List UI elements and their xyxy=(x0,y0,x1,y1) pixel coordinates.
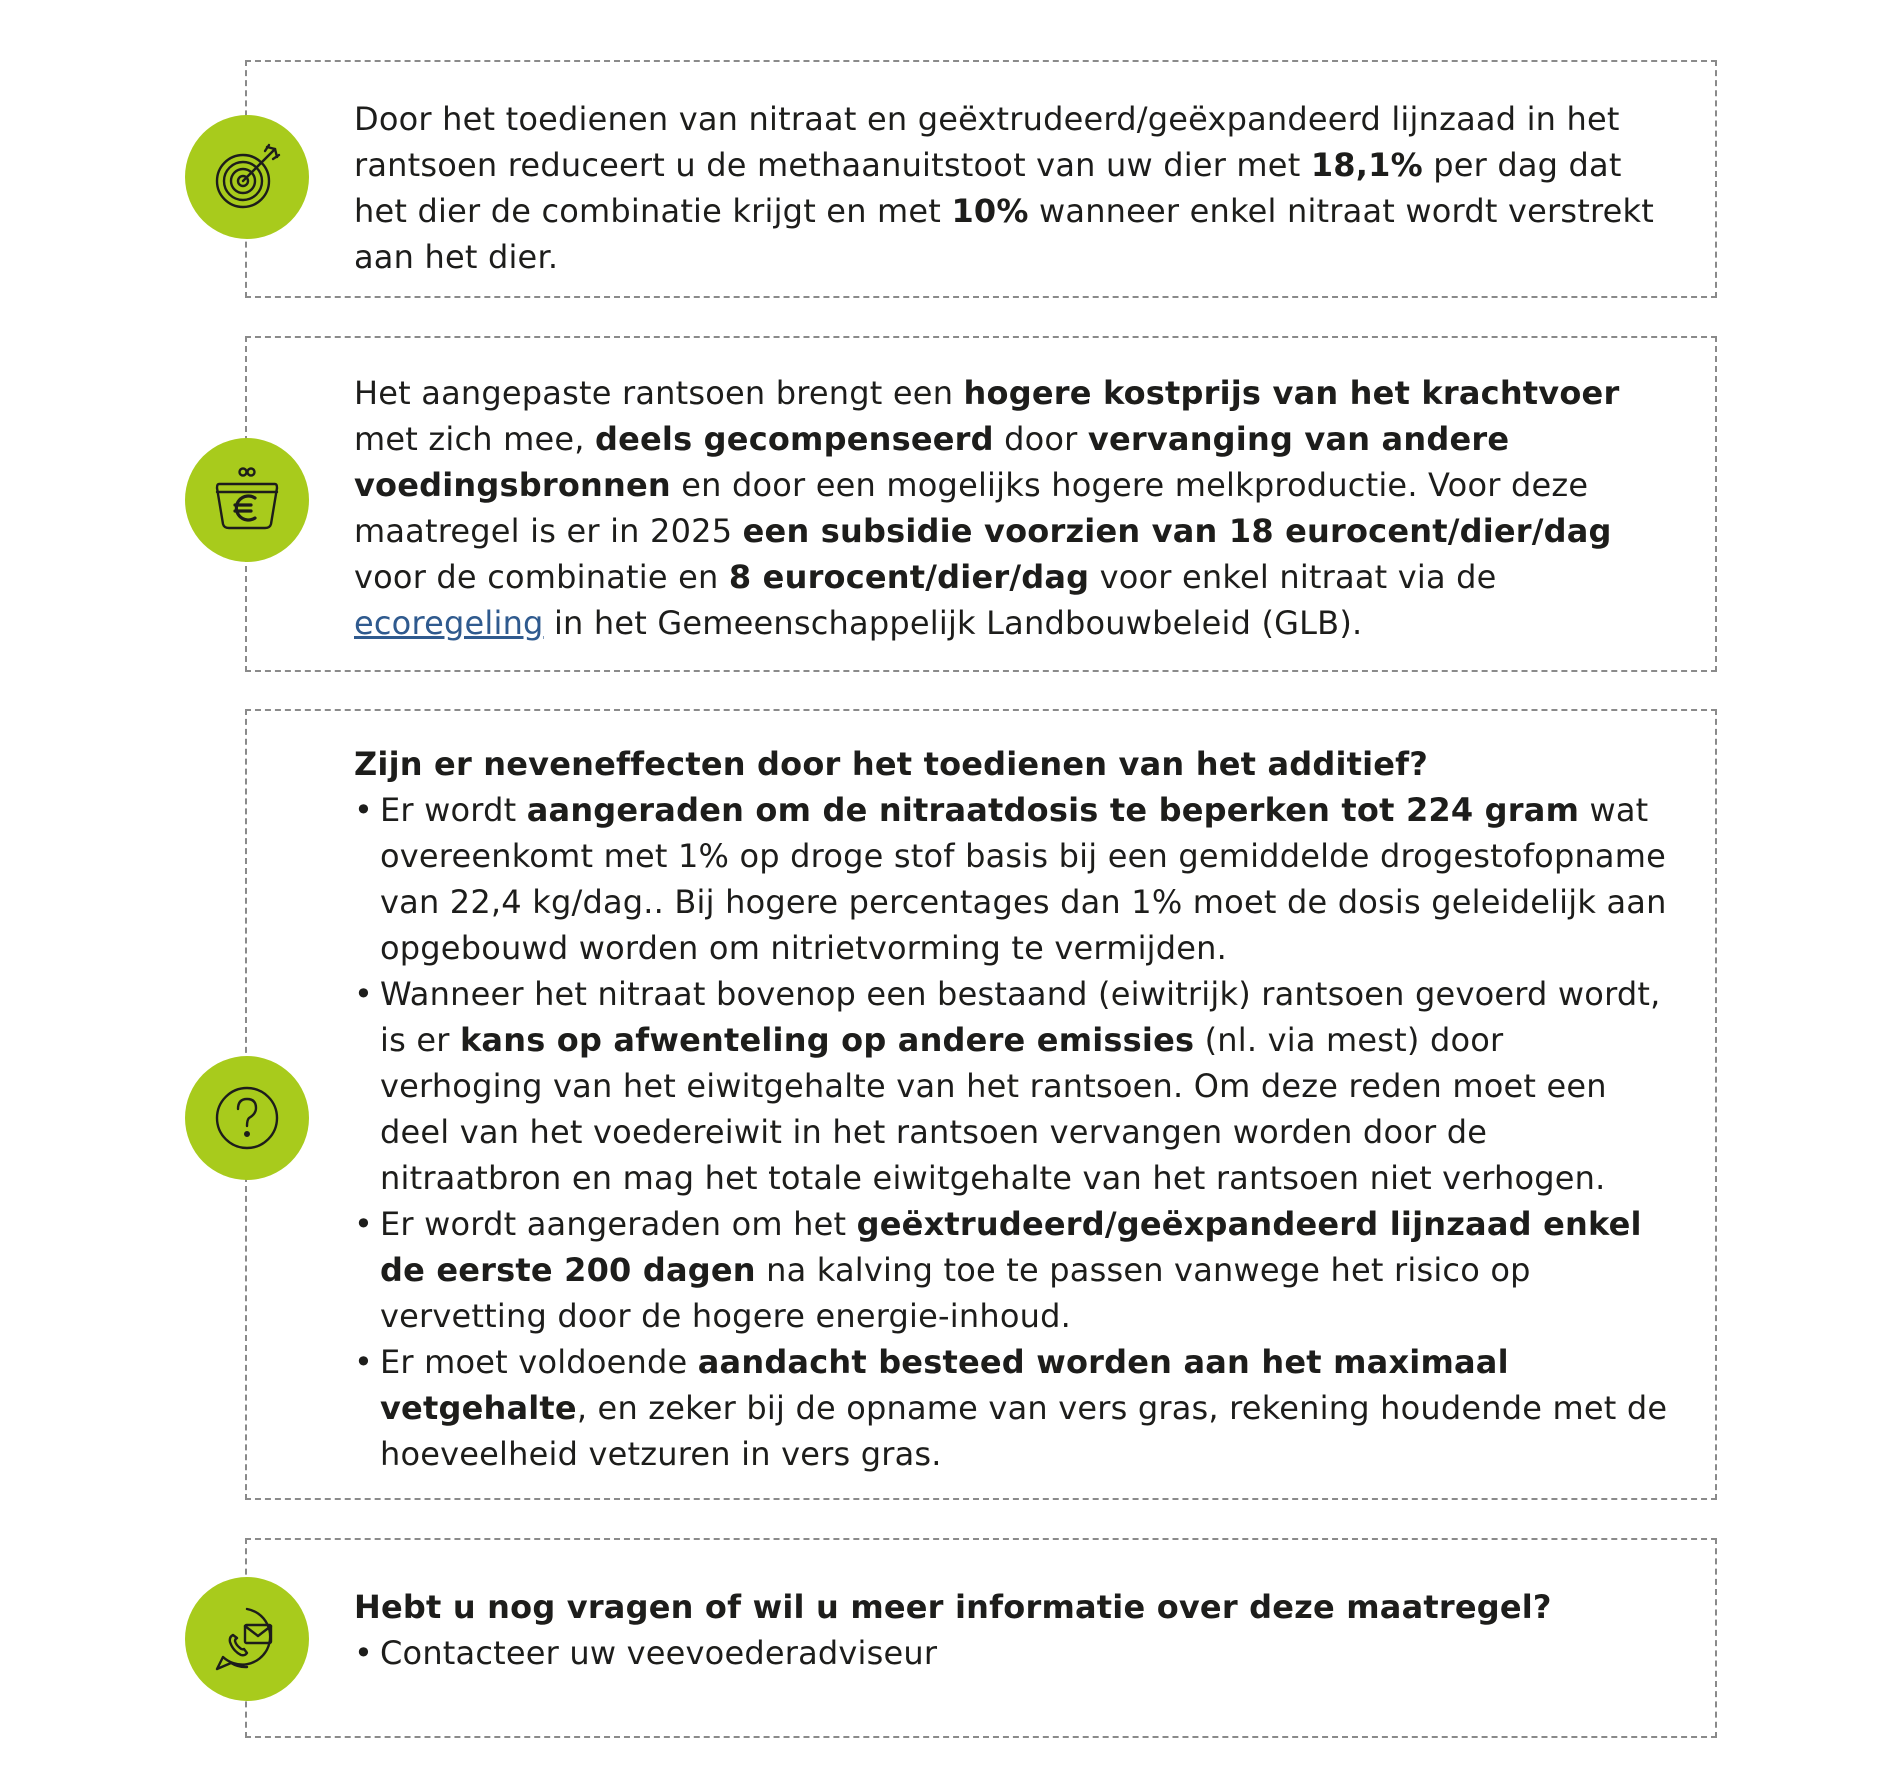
side-effects-heading: Zijn er neveneffecten door het toedienen van het additief? xyxy=(354,745,1429,783)
text-run: Wanneer het nitraat bovenop een bestaand (eiwitrijk) rantsoen gevoerd wordt, is er xyxy=(380,975,1661,1059)
text-run: Er wordt xyxy=(380,791,527,829)
card-reduction-text xyxy=(354,96,1675,280)
bold-text: deels gecompenseerd xyxy=(595,420,994,458)
text-run: voor de combinatie en xyxy=(354,558,729,596)
side-effect-item xyxy=(354,1201,1675,1339)
bold-text: aangeraden om de nitraatdosis te beperken tot 224 gram xyxy=(526,791,1580,829)
card-side-effects xyxy=(245,709,1717,1500)
card-cost-text xyxy=(354,370,1675,646)
bold-text: aandacht besteed worden aan het maximaal vetgehalte xyxy=(380,1343,1509,1427)
text-run: Er wordt aangeraden om het xyxy=(380,1205,857,1243)
text-run: (nl. via mest) door verhoging van het eiwitgehalte van het rantsoen. Om deze reden moet een deel van het voedereiwit in het rantsoen vervangen worden door de nitraatbron en mag het totale eiwitgehalte van het rantsoen niet verhogen. xyxy=(380,1021,1607,1197)
contact-heading: Hebt u nog vragen of wil u meer informatie over deze maatregel? xyxy=(354,1588,1552,1626)
euro-purse-icon xyxy=(185,438,309,562)
card-side-effects-content xyxy=(354,741,1675,1477)
card-contact-content xyxy=(354,1584,1675,1676)
bold-text: geëxtrudeerd/geëxpandeerd lijnzaad enkel de eerste 200 dagen xyxy=(380,1205,1642,1289)
text-run: Het aangepaste rantsoen brengt een xyxy=(354,374,964,412)
contact-list xyxy=(354,1630,1675,1676)
text-run: na kalving toe te passen vanwege het risico op vervetting door de hogere energie-inhoud. xyxy=(380,1251,1531,1335)
cost-paragraph xyxy=(354,370,1675,646)
text-run: in het Gemeenschappelijk Landbouwbeleid (GLB). xyxy=(543,604,1363,642)
side-effects-list xyxy=(354,787,1675,1477)
bold-text: kans op afwenteling op andere emissies xyxy=(459,1021,1195,1059)
bold-text: 18,1% xyxy=(1310,146,1423,184)
text-run: per dag dat het dier de combinatie krijgt en met xyxy=(354,146,1622,230)
side-effect-item xyxy=(354,971,1675,1201)
bold-text: vervanging van andere voedingsbronnen xyxy=(354,420,1510,504)
text-run: , en zeker bij de opname van vers gras, rekening houdende met de hoeveelheid vetzuren in vers gras. xyxy=(380,1389,1668,1473)
text-run: wat overeenkomt met 1% op droge stof basis bij een gemiddelde drogestofopname van 22,4 kg/dag.. Bij hogere percentages dan 1% moet de dosis geleidelijk aan opgebouwd worden om nitrietvorming te vermijden. xyxy=(380,791,1667,967)
card-cost xyxy=(245,336,1717,672)
card-reduction xyxy=(245,60,1717,298)
text-run: door xyxy=(993,420,1088,458)
reduction-paragraph xyxy=(354,96,1675,280)
ecoregeling-link[interactable]: ecoregeling xyxy=(354,604,544,642)
bold-text: 10% xyxy=(951,192,1029,230)
bold-text: 8 eurocent/dier/dag xyxy=(728,558,1090,596)
text-run: en door een mogelijks hogere melkproductie. Voor deze maatregel is er in 2025 xyxy=(354,466,1589,550)
text-run: Er moet voldoende xyxy=(380,1343,698,1381)
text-run: met zich mee, xyxy=(354,420,596,458)
contact-item: • Contacteer uw veevoederadviseur xyxy=(354,1630,1675,1676)
side-effect-item xyxy=(354,787,1675,971)
phone-mail-icon xyxy=(185,1577,309,1701)
text-run: voor enkel nitraat via de xyxy=(1089,558,1497,596)
side-effect-item xyxy=(354,1339,1675,1477)
question-icon xyxy=(185,1056,309,1180)
text-run: wanneer enkel nitraat wordt verstrekt aan het dier. xyxy=(354,192,1654,276)
target-icon xyxy=(185,115,309,239)
text-run: Door het toedienen van nitraat en geëxtrudeerd/geëxpandeerd lijnzaad in het rantsoen reduceert u de methaanuitstoot van uw dier met xyxy=(354,100,1620,184)
bold-text: een subsidie voorzien van 18 eurocent/dier/dag xyxy=(742,512,1612,550)
bold-text: hogere kostprijs van het krachtvoer xyxy=(963,374,1620,412)
card-contact xyxy=(245,1538,1717,1738)
